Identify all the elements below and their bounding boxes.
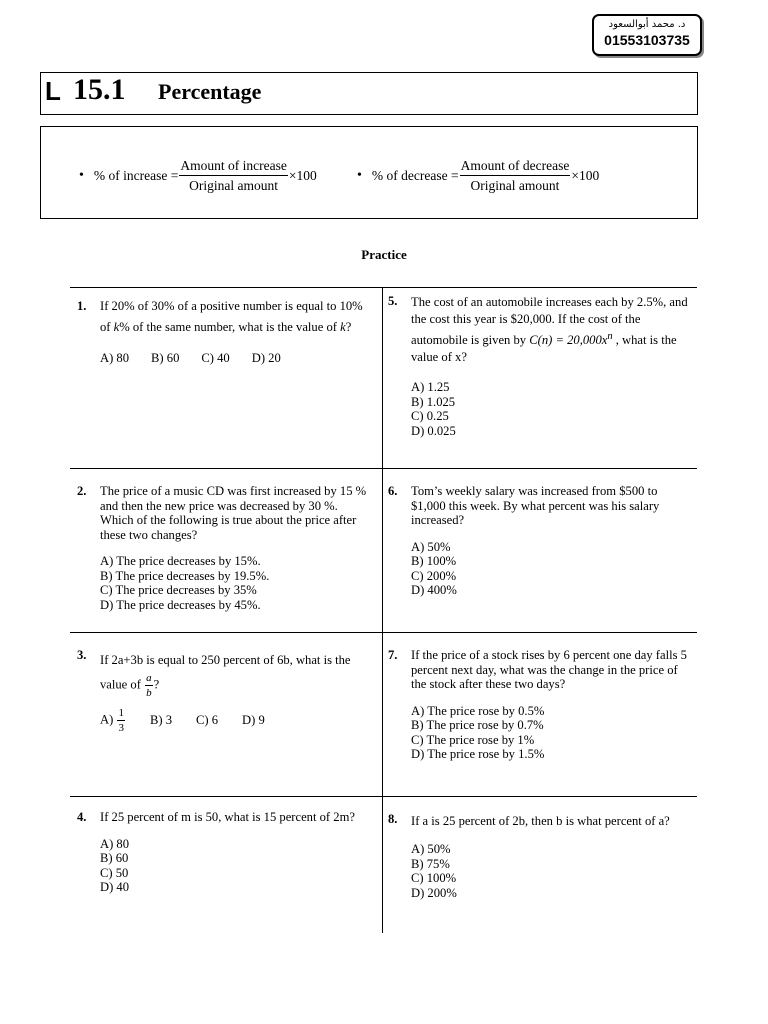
question-text-part: % of the same number, what is the value of xyxy=(119,320,341,334)
option-a[interactable]: A) The price rose by 0.5% xyxy=(411,703,545,718)
fraction-numerator: 1 xyxy=(118,707,124,719)
increase-denominator: Original amount xyxy=(189,178,279,193)
question-text-part: , what is the value of x? xyxy=(411,333,677,365)
question-number: 1. xyxy=(77,299,87,313)
formula-box xyxy=(40,126,698,219)
option-c[interactable]: C) 6 xyxy=(196,713,219,728)
question-text-part: The cost of an automobile increases each by 2.5%, and the cost this year is $20,000. If the cost of the automobile is given by xyxy=(411,295,688,348)
section-title: Practice xyxy=(361,247,407,262)
option-a-fraction xyxy=(117,707,125,734)
answer-options xyxy=(411,704,688,762)
question-text xyxy=(411,294,690,366)
option-a[interactable]: A) 1.25 xyxy=(411,380,450,395)
increase-formula xyxy=(79,157,317,194)
question-text: If 25 percent of m is 50, what is 15 percent of 2m? xyxy=(100,810,355,824)
answer-options xyxy=(100,554,367,612)
decrease-fraction xyxy=(460,157,571,194)
question-number: 6. xyxy=(388,484,398,498)
question-text-part: ? xyxy=(153,677,160,692)
decrease-factor: ×100 xyxy=(571,167,600,183)
column-divider xyxy=(382,287,383,933)
option-c[interactable]: C) 50 xyxy=(100,865,129,880)
grid-divider xyxy=(70,632,697,633)
question-number: 5. xyxy=(388,294,398,308)
option-b[interactable]: B) 75% xyxy=(411,856,450,871)
option-d[interactable]: D) 20 xyxy=(251,351,281,365)
grid-divider xyxy=(70,468,697,469)
question-number: 2. xyxy=(77,484,87,498)
increase-numerator: Amount of increase xyxy=(179,157,287,176)
question-number: 3. xyxy=(77,648,87,662)
option-b[interactable]: B) 60 xyxy=(100,851,129,865)
option-d[interactable]: D) 9 xyxy=(242,713,265,728)
increase-fraction xyxy=(179,157,287,194)
option-a[interactable]: A) 50% xyxy=(411,539,451,554)
option-b[interactable]: B) 100% xyxy=(411,554,457,568)
option-a[interactable] xyxy=(100,707,126,734)
answer-options xyxy=(411,540,688,598)
option-d[interactable]: D) 0.025 xyxy=(411,423,456,438)
option-a[interactable]: A) 50% xyxy=(411,842,451,856)
answer-options xyxy=(100,348,375,369)
question-text xyxy=(100,296,375,338)
option-d[interactable]: D) The price decreases by 45%. xyxy=(100,597,261,612)
option-b[interactable]: B) The price rose by 0.7% xyxy=(411,718,544,732)
question-3 xyxy=(77,648,375,734)
question-text: If a is 25 percent of 2b, then b is what percent of a? xyxy=(411,814,670,828)
fraction-a-over-b xyxy=(145,672,153,699)
answer-options xyxy=(411,842,688,900)
question-5 xyxy=(388,294,690,438)
question-number: 4. xyxy=(77,810,87,824)
question-text: If the price of a stock rises by 6 percent one day falls 5 percent next day, what was the change in the price of the stock after these two days? xyxy=(411,648,687,691)
lesson-header xyxy=(40,72,698,115)
option-c[interactable]: C) The price decreases by 35% xyxy=(100,583,257,597)
bullet-icon: • xyxy=(79,167,84,183)
variable: k xyxy=(113,320,120,334)
decrease-formula xyxy=(357,157,599,194)
decrease-numerator: Amount of decrease xyxy=(460,157,571,176)
option-d[interactable]: D) The price rose by 1.5% xyxy=(411,747,545,761)
question-1 xyxy=(77,296,375,369)
option-d[interactable]: D) 400% xyxy=(411,583,457,597)
option-c[interactable]: C) The price rose by 1% xyxy=(411,732,535,747)
question-text: Tom’s weekly salary was increased from $500 to $1,000 this week. By what percent was his salary increased? xyxy=(411,484,660,527)
decrease-denominator: Original amount xyxy=(470,178,560,193)
option-c[interactable]: C) 0.25 xyxy=(411,409,449,424)
grid-divider xyxy=(70,796,697,797)
option-c[interactable]: C) 100% xyxy=(411,871,457,885)
fraction-denominator: b xyxy=(146,687,152,699)
option-b[interactable]: B) 1.025 xyxy=(411,394,456,409)
question-4 xyxy=(77,810,367,895)
grid-divider xyxy=(70,287,697,288)
fraction-denominator: 3 xyxy=(118,722,124,734)
answer-options xyxy=(100,837,367,895)
teacher-stamp xyxy=(592,14,702,56)
option-c[interactable]: C) 40 xyxy=(201,351,230,365)
lesson-number: 15.1 xyxy=(73,73,126,106)
decrease-label: % of decrease = xyxy=(371,167,459,183)
option-b[interactable]: B) 3 xyxy=(149,713,172,728)
variable: k xyxy=(340,320,346,334)
option-b[interactable]: B) 60 xyxy=(151,351,180,365)
increase-factor: ×100 xyxy=(288,167,317,183)
question-text: The price of a music CD was first increased by 15 % and then the new price was decreased by 30 %. Which of the following is true about the price after these two changes? xyxy=(100,484,367,542)
option-b[interactable]: B) The price decreases by 19.5%. xyxy=(100,568,270,583)
option-d[interactable]: D) 200% xyxy=(411,885,457,900)
question-text-part: If 2a+3b is equal to 250 percent of 6b, what is the value of xyxy=(100,653,351,692)
teacher-phone: 01553103735 xyxy=(604,32,690,48)
fraction-numerator: a xyxy=(146,672,152,684)
question-text-part: ? xyxy=(345,320,352,334)
teacher-name: د. محمد أبوالسعود xyxy=(608,19,686,30)
question-number: 7. xyxy=(388,648,398,662)
lesson-title: Percentage xyxy=(158,79,262,104)
question-7 xyxy=(388,648,688,762)
cost-formula: C(n) = 20,000x xyxy=(529,333,608,348)
increase-label: % of increase = xyxy=(93,167,179,183)
question-2 xyxy=(77,484,367,612)
option-d[interactable]: D) 40 xyxy=(100,880,130,894)
option-c[interactable]: C) 200% xyxy=(411,568,457,583)
option-a[interactable]: A) 80 xyxy=(100,351,130,365)
question-8 xyxy=(388,812,688,900)
option-a-label: A) xyxy=(100,712,114,727)
question-text xyxy=(100,648,375,699)
question-text-part: If 20% of 30% of a positive number is equal to 10% of xyxy=(100,299,363,334)
option-a[interactable]: A) 80 xyxy=(100,836,130,851)
option-a[interactable]: A) The price decreases by 15%. xyxy=(100,554,261,568)
answer-options xyxy=(100,707,375,734)
formula-exponent: n xyxy=(607,331,613,342)
bullet-icon: • xyxy=(357,167,362,183)
question-6 xyxy=(388,484,688,598)
question-number: 8. xyxy=(388,812,398,826)
answer-options xyxy=(411,380,690,438)
lesson-prefix: L xyxy=(45,76,61,106)
